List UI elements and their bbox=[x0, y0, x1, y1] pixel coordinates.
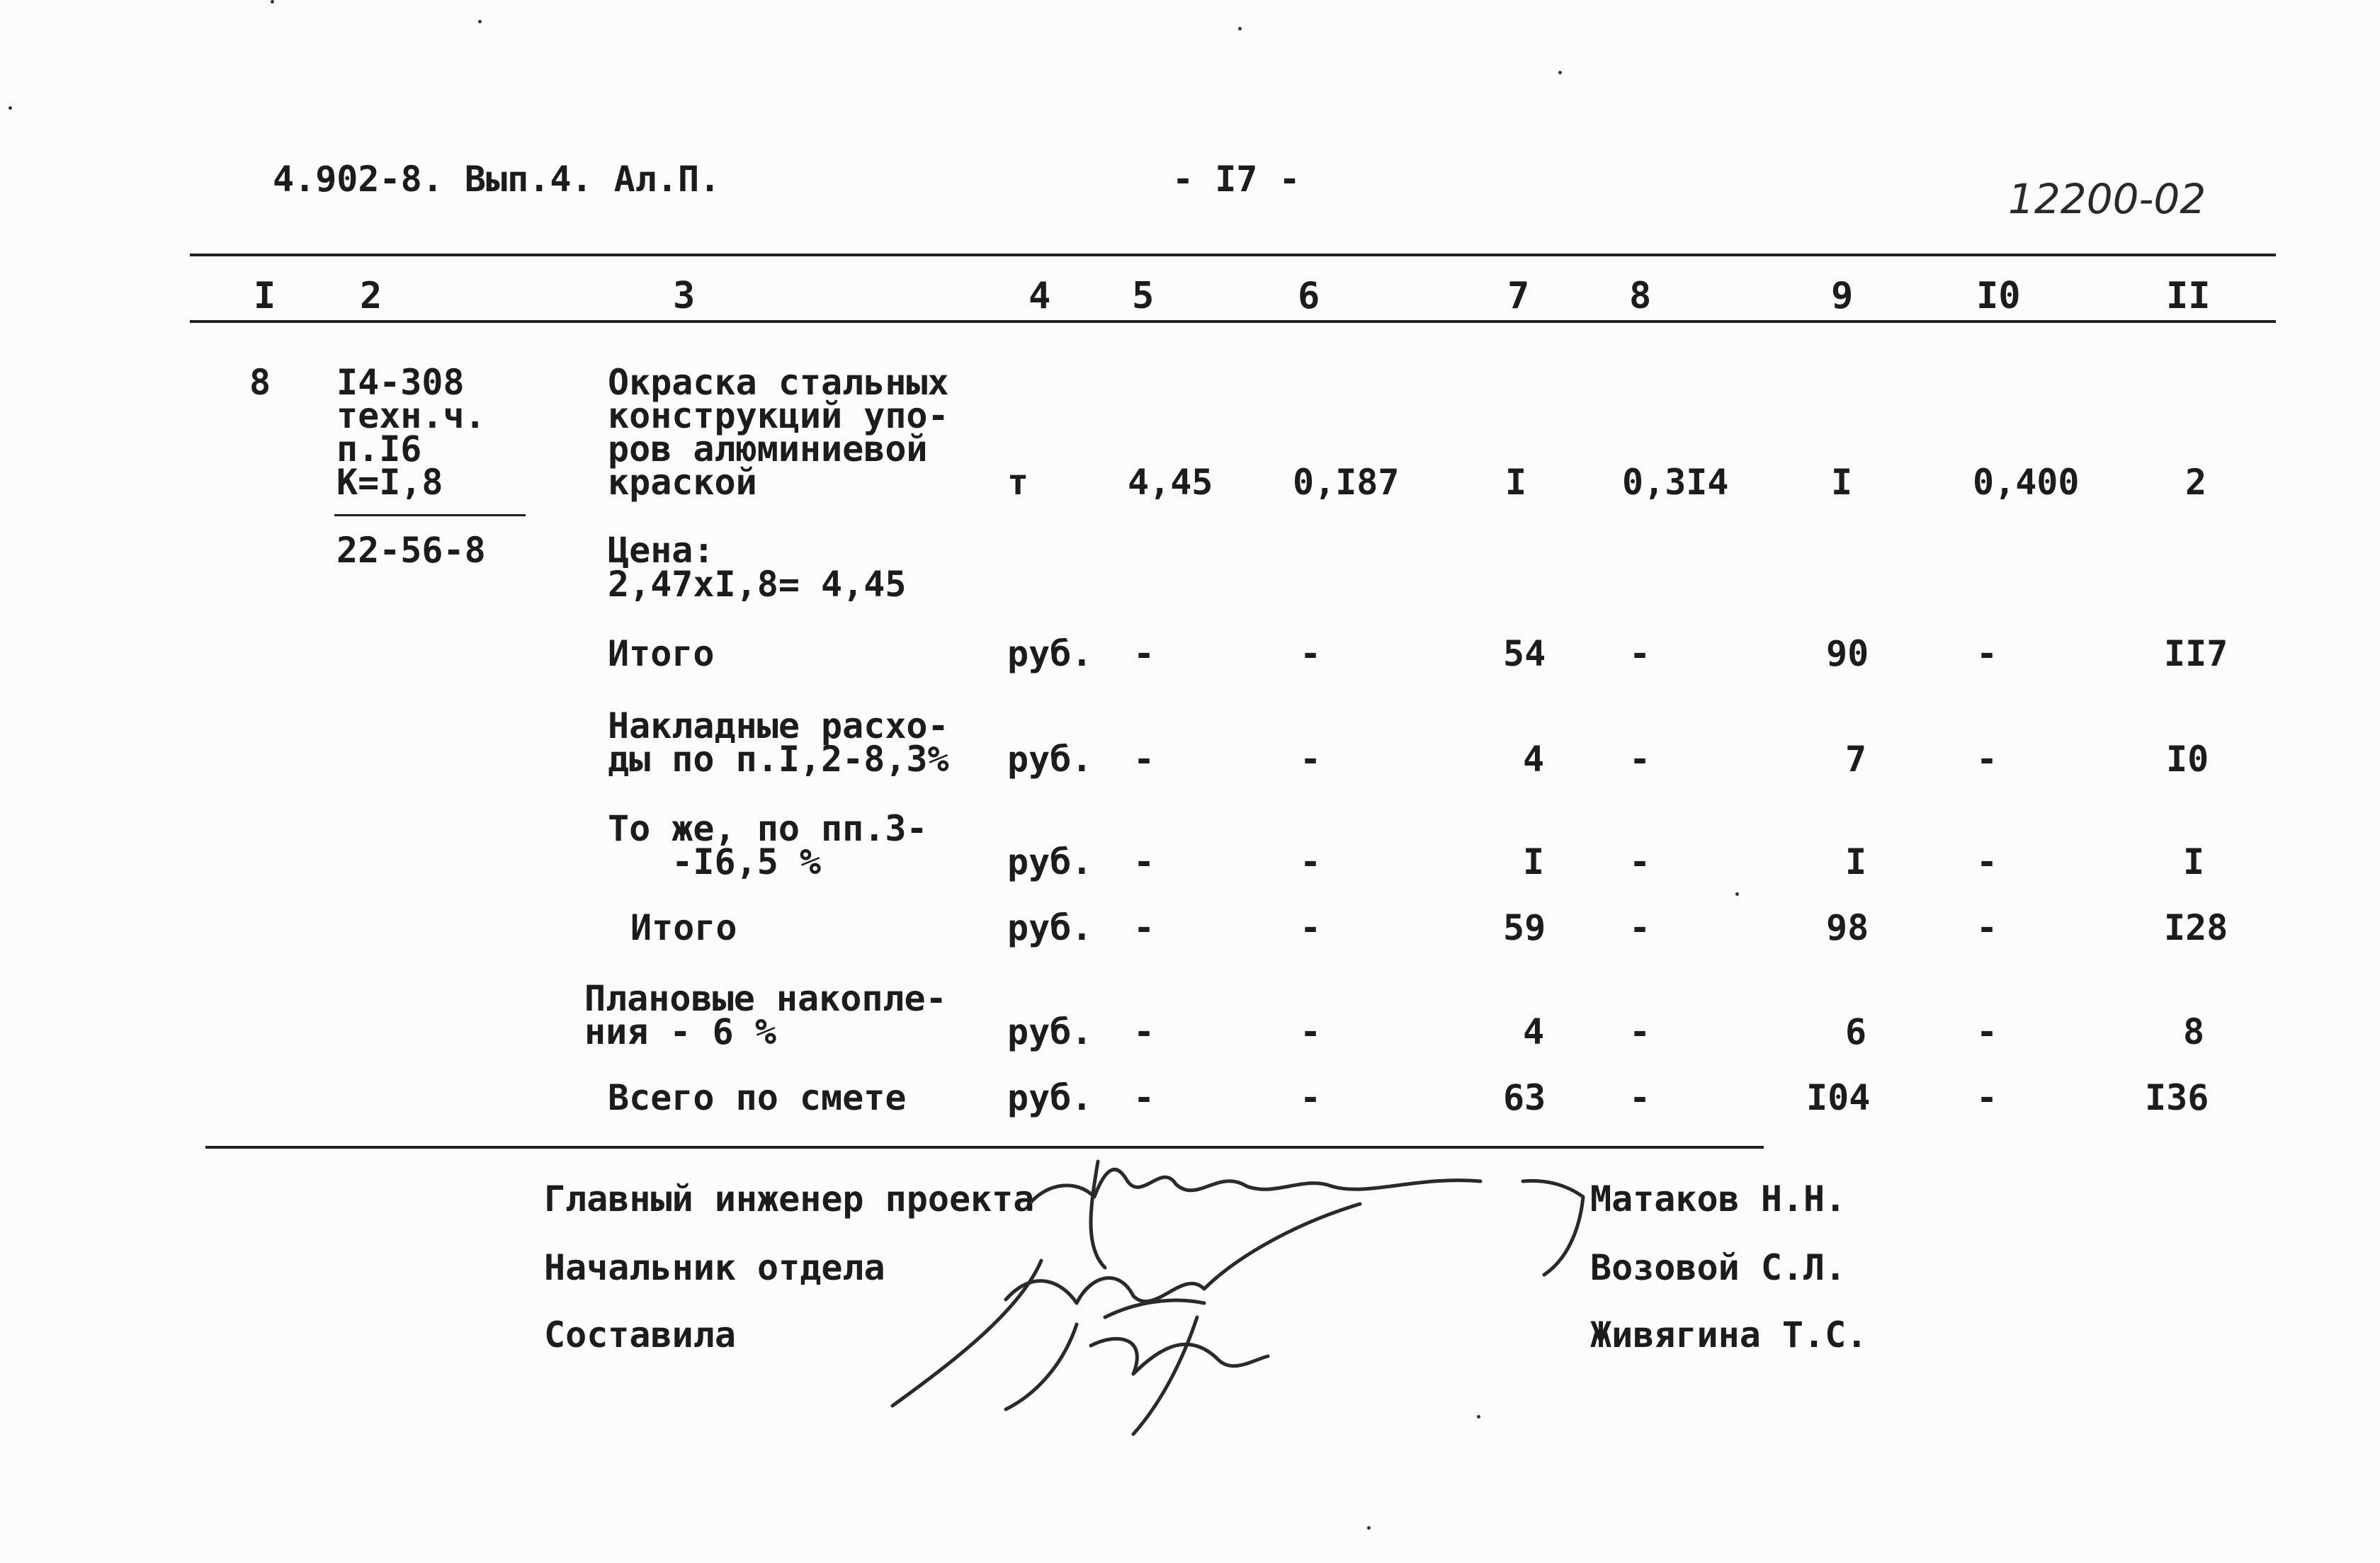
row-c11: I0 bbox=[2166, 739, 2209, 780]
column-number: II bbox=[2166, 275, 2211, 317]
archive-number: 12200-02 bbox=[2008, 175, 2206, 223]
row-label: -I6,5 % bbox=[608, 841, 822, 882]
column-number: 2 bbox=[360, 275, 382, 317]
signature-name: Возовой С.Л. bbox=[1590, 1247, 1847, 1288]
row-c7: 63 bbox=[1503, 1077, 1546, 1118]
row-c6: - bbox=[1300, 841, 1322, 882]
row-c11: I28 bbox=[2164, 907, 2228, 948]
row-c10: - bbox=[1976, 739, 1998, 780]
signature-role: Составила bbox=[544, 1314, 736, 1355]
column-number: 6 bbox=[1298, 275, 1320, 317]
row-c7: 54 bbox=[1503, 633, 1546, 674]
item-c5: 4,45 bbox=[1128, 462, 1213, 503]
row-unit: руб. bbox=[1007, 907, 1093, 948]
row-c8: - bbox=[1629, 1011, 1651, 1052]
row-unit: руб. bbox=[1007, 739, 1093, 780]
column-number: 9 bbox=[1831, 275, 1854, 317]
row-c8: - bbox=[1629, 739, 1651, 780]
row-c5: - bbox=[1133, 633, 1155, 674]
description-line: ров алюминиевой bbox=[608, 428, 928, 470]
column-number: 4 bbox=[1028, 275, 1051, 317]
item-code-line: техн.ч. bbox=[336, 395, 486, 436]
item-c10: 0,400 bbox=[1973, 462, 2080, 503]
row-label: Всего по смете bbox=[608, 1077, 907, 1118]
row-c11: II7 bbox=[2164, 633, 2228, 674]
item-code-line: I4-308 bbox=[336, 362, 465, 403]
row-c7: 59 bbox=[1503, 907, 1546, 948]
row-c5: - bbox=[1133, 1077, 1155, 1118]
row-c10: - bbox=[1976, 1077, 1998, 1118]
description-line: краской bbox=[608, 462, 757, 503]
row-c8: - bbox=[1629, 633, 1651, 674]
signature-role: Начальник отдела bbox=[544, 1247, 885, 1288]
row-c9: I04 bbox=[1806, 1077, 1871, 1118]
page-number: - I7 - bbox=[1172, 159, 1300, 200]
row-c11: I36 bbox=[2145, 1077, 2209, 1118]
signature-role: Главный инженер проекта bbox=[544, 1178, 1035, 1220]
row-label: То же, по пп.3- bbox=[608, 808, 928, 849]
document-code: 4.902-8. Вып.4. Ал.П. bbox=[273, 159, 721, 200]
item-c6: 0,I87 bbox=[1293, 462, 1400, 503]
item-code-sub: 22-56-8 bbox=[336, 530, 486, 571]
item-unit: т bbox=[1007, 462, 1029, 503]
row-c7: 4 bbox=[1523, 1011, 1545, 1052]
item-code-line: п.I6 bbox=[336, 428, 422, 470]
row-c6: - bbox=[1300, 1011, 1322, 1052]
price-line: 2,47хI,8= 4,45 bbox=[608, 564, 907, 605]
row-label: ния - 6 % bbox=[584, 1011, 776, 1052]
row-c5: - bbox=[1133, 907, 1155, 948]
row-c9: 90 bbox=[1826, 633, 1869, 674]
row-c5: - bbox=[1133, 1011, 1155, 1052]
row-c10: - bbox=[1976, 633, 1998, 674]
item-c9: I bbox=[1831, 462, 1853, 503]
row-c8: - bbox=[1629, 841, 1651, 882]
row-c6: - bbox=[1300, 633, 1322, 674]
row-c6: - bbox=[1300, 1077, 1322, 1118]
column-number: I0 bbox=[1976, 275, 2021, 317]
row-c6: - bbox=[1300, 739, 1322, 780]
row-c5: - bbox=[1133, 841, 1155, 882]
row-c9: 98 bbox=[1826, 907, 1869, 948]
item-c7: I bbox=[1505, 462, 1527, 503]
column-number: 7 bbox=[1507, 275, 1530, 317]
row-unit: руб. bbox=[1007, 633, 1093, 674]
row-unit: руб. bbox=[1007, 841, 1093, 882]
row-c11: I bbox=[2183, 841, 2205, 882]
row-label: Плановые накопле- bbox=[584, 978, 947, 1019]
row-c8: - bbox=[1629, 907, 1651, 948]
row-c11: 8 bbox=[2183, 1011, 2205, 1052]
row-c10: - bbox=[1976, 907, 1998, 948]
price-line: Цена: bbox=[608, 530, 715, 571]
item-c8: 0,3I4 bbox=[1622, 462, 1729, 503]
item-number: 8 bbox=[249, 362, 271, 403]
row-label: Итого bbox=[608, 633, 715, 674]
row-c9: 6 bbox=[1845, 1011, 1867, 1052]
row-label: Накладные расхо- bbox=[608, 705, 949, 746]
row-unit: руб. bbox=[1007, 1011, 1093, 1052]
row-label: Итого bbox=[630, 907, 737, 948]
item-c11: 2 bbox=[2185, 462, 2207, 503]
item-code-line: К=I,8 bbox=[336, 462, 443, 503]
row-c5: - bbox=[1133, 739, 1155, 780]
column-number: 5 bbox=[1132, 275, 1155, 317]
row-c9: 7 bbox=[1845, 739, 1867, 780]
row-unit: руб. bbox=[1007, 1077, 1093, 1118]
column-number: 3 bbox=[673, 275, 696, 317]
row-c10: - bbox=[1976, 841, 1998, 882]
signature-name: Матаков Н.Н. bbox=[1590, 1178, 1847, 1220]
row-c8: - bbox=[1629, 1077, 1651, 1118]
row-c10: - bbox=[1976, 1011, 1998, 1052]
description-line: Окраска стальных bbox=[608, 362, 949, 403]
row-c7: 4 bbox=[1523, 739, 1545, 780]
row-c9: I bbox=[1845, 841, 1867, 882]
row-label: ды по п.I,2-8,3% bbox=[608, 739, 949, 780]
column-number: I bbox=[254, 275, 276, 317]
row-c6: - bbox=[1300, 907, 1322, 948]
signature-name: Живягина Т.С. bbox=[1590, 1314, 1868, 1355]
row-c7: I bbox=[1523, 841, 1545, 882]
column-number: 8 bbox=[1629, 275, 1652, 317]
description-line: конструкций упо- bbox=[608, 395, 949, 436]
